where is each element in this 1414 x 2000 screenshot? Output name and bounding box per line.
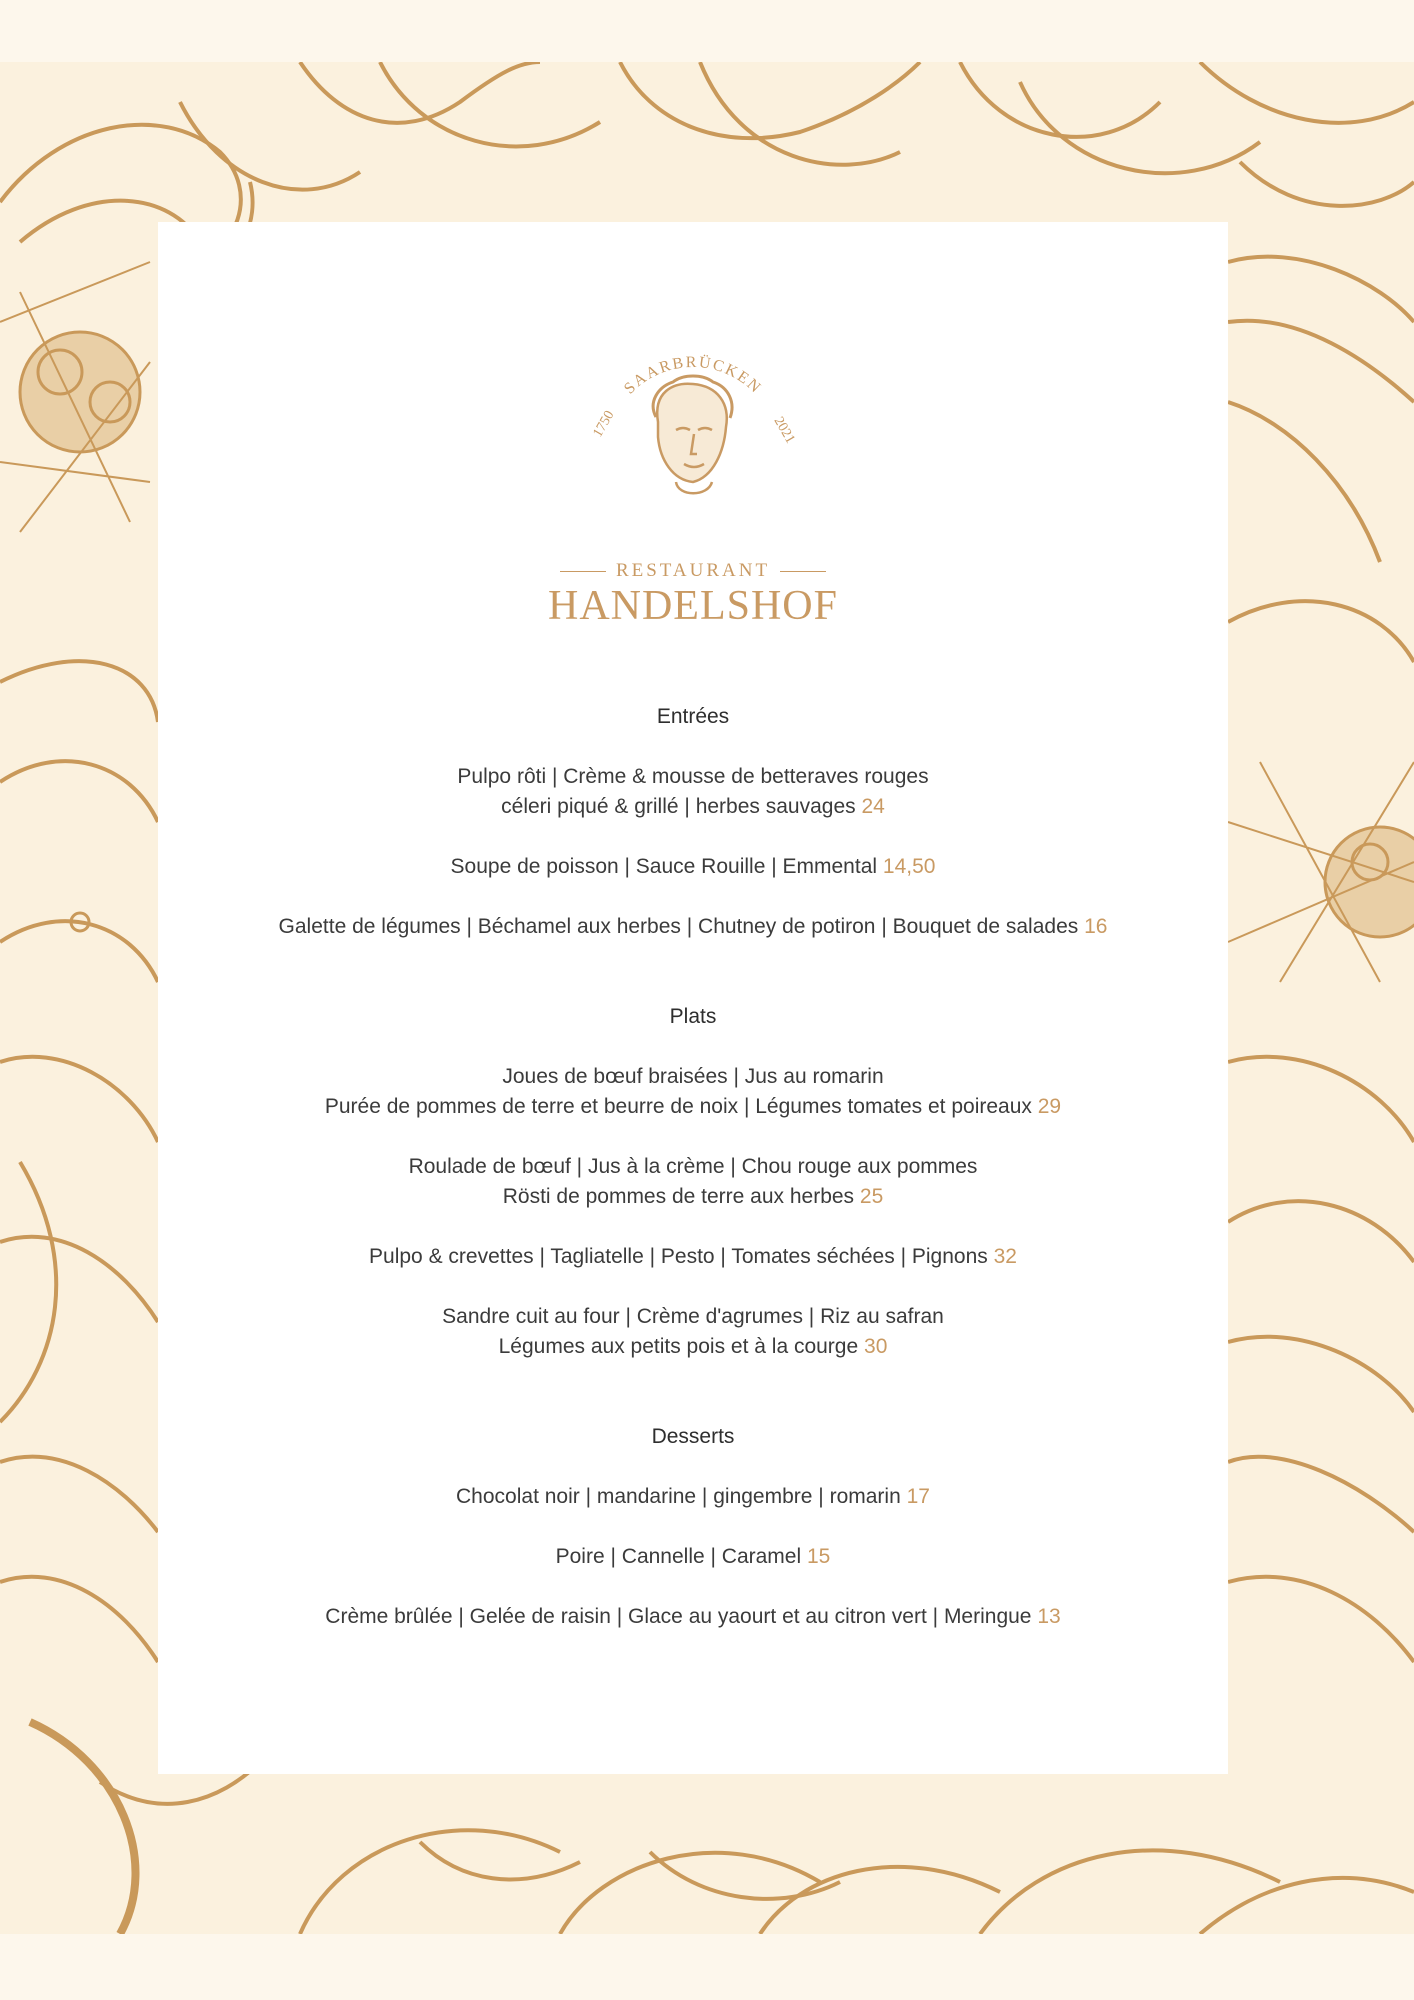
seal-emblem xyxy=(578,342,808,522)
menu-item-text: Poire | Cannelle | Caramel xyxy=(555,1545,802,1568)
menu-item-text: Galette de légumes | Béchamel aux herbes | Chutney de potiron | Bouquet de salades xyxy=(278,915,1079,938)
menu-item-price: 15 xyxy=(807,1545,831,1568)
menu-item xyxy=(158,1152,1228,1212)
menu-item-price: 25 xyxy=(859,1185,884,1208)
year-left: 1750 xyxy=(590,408,618,440)
seal-text: SAARBRÜCKEN xyxy=(621,353,765,398)
menu-item-text: Légumes aux petits pois et à la courge xyxy=(498,1335,859,1358)
menu-item xyxy=(158,1062,1228,1122)
menu-item-text: Chocolat noir | mandarine | gingembre | romarin xyxy=(456,1485,901,1508)
menu-item-line xyxy=(158,1482,1228,1512)
menu-item xyxy=(158,1482,1228,1512)
menu-item-line xyxy=(158,1302,1228,1332)
restaurant-logo xyxy=(158,342,1228,562)
menu-item-text: Sandre cuit au four | Crème d'agrumes | Riz au safran xyxy=(442,1305,944,1328)
menu-item xyxy=(158,1602,1228,1632)
menu-item-text: Roulade de bœuf | Jus à la crème | Chou rouge aux pommes xyxy=(408,1155,978,1178)
menu-item-line xyxy=(158,1542,1228,1572)
restaurant-subtitle-row xyxy=(158,560,1228,582)
menu-item-line xyxy=(158,1602,1228,1632)
menu-item-line xyxy=(158,1152,1228,1182)
menu-item-text: Rösti de pommes de terre aux herbes xyxy=(502,1185,855,1208)
section-title: Entrées xyxy=(656,705,730,728)
menu-item-price: 14,50 xyxy=(882,855,936,878)
menu-item xyxy=(158,852,1228,882)
menu-item-price: 13 xyxy=(1037,1605,1061,1628)
menu-item-price: 17 xyxy=(906,1485,930,1508)
menu-item xyxy=(158,762,1228,822)
menu-item-line xyxy=(158,852,1228,882)
section-title: Plats xyxy=(669,1005,717,1028)
menu-item-line xyxy=(158,1332,1228,1362)
menu-item-price: 32 xyxy=(993,1245,1017,1268)
menu-item-line xyxy=(158,912,1228,942)
menu-item xyxy=(158,912,1228,942)
year-right: 2021 xyxy=(770,414,798,447)
menu-content xyxy=(158,702,1228,1632)
menu-item xyxy=(158,1542,1228,1572)
menu-item xyxy=(158,1302,1228,1362)
menu-item-text: Purée de pommes de terre et beurre de noix | Légumes tomates et poireaux xyxy=(324,1095,1032,1118)
menu-item-price: 16 xyxy=(1084,915,1108,938)
menu-item xyxy=(158,1242,1228,1272)
menu-item-line xyxy=(158,762,1228,792)
restaurant-name: HANDELSHOF xyxy=(547,583,838,629)
restaurant-subtitle: RESTAURANT xyxy=(615,560,771,581)
menu-item-text: Pulpo & crevettes | Tagliatelle | Pesto | Tomates séchées | Pignons xyxy=(369,1245,988,1268)
menu-item-line xyxy=(158,1092,1228,1122)
divider-rule xyxy=(560,571,606,572)
divider-rule xyxy=(780,571,826,572)
menu-item-text: céleri piqué & grillé | herbes sauvages xyxy=(501,795,856,818)
menu-item-price: 29 xyxy=(1037,1095,1062,1118)
menu-item-price: 24 xyxy=(861,795,885,818)
menu-card xyxy=(158,222,1228,1774)
section-title: Desserts xyxy=(651,1425,735,1448)
menu-item-line xyxy=(158,1242,1228,1272)
bust-icon xyxy=(653,376,732,493)
menu-item-line xyxy=(158,1062,1228,1092)
menu-item-text: Pulpo rôti | Crème & mousse de betteraves rouges xyxy=(457,765,929,788)
menu-item-price: 30 xyxy=(864,1335,888,1358)
menu-item-text: Joues de bœuf braisées | Jus au romarin xyxy=(502,1065,884,1088)
menu-item-text: Crème brûlée | Gelée de raisin | Glace au yaourt et au citron vert | Meringue xyxy=(325,1605,1032,1628)
menu-item-line xyxy=(158,1182,1228,1212)
menu-item-line xyxy=(158,792,1228,822)
menu-item-text: Soupe de poisson | Sauce Rouille | Emmental xyxy=(450,855,878,878)
